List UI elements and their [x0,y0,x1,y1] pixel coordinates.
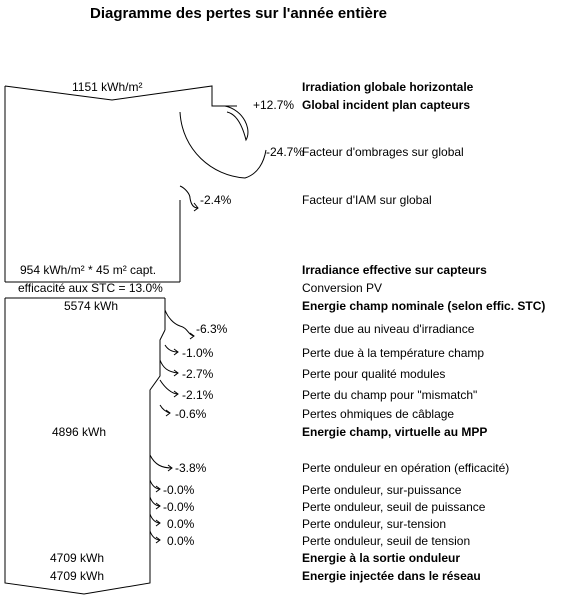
value-perte-mismatch: -2.1% [182,388,214,402]
value-perte-irradiance: -6.3% [196,322,228,336]
label-energie-nominale: Energie champ nominale (selon effic. STC) [302,299,546,313]
value-global-incident: +12.7% [253,98,295,112]
value-energie-nominale: 5574 kWh [64,299,119,313]
gain-arc [225,106,248,140]
label-energie-sortie: Energie à la sortie onduleur [302,551,461,565]
label-ombrages: Facteur d'ombrages sur global [302,145,464,159]
value-iam: -2.4% [200,193,232,207]
label-perte-mismatch: Perte du champ pour "mismatch" [302,388,478,402]
value-energie-injectee: 4709 kWh [50,569,105,583]
value-onduleur-sur-tension: 0.0% [167,517,195,531]
label-perte-qualite: Perte pour qualité modules [302,367,446,381]
label-pertes-ohmiques: Pertes ohmiques de câblage [302,407,455,421]
label-perte-irradiance: Perte due au niveau d'irradiance [302,322,475,336]
value-conversion: efficacité aux STC = 13.0% [18,281,163,295]
label-iam: Facteur d'IAM sur global [302,193,432,207]
label-global-incident: Global incident plan capteurs [302,98,471,112]
value-ombrages: -24.7% [266,145,305,159]
label-onduleur-sur-puissance: Perte onduleur, sur-puissance [302,483,462,497]
label-irradiation-globale: Irradiation globale horizontale [302,80,474,94]
value-onduleur-seuil-tension: 0.0% [167,534,195,548]
value-energie-mpp: 4896 kWh [52,425,107,439]
value-onduleur-sur-puissance: -0.0% [163,483,195,497]
label-irradiance-effective: Irradiance effective sur capteurs [302,263,487,277]
value-onduleur-efficacite: -3.8% [175,461,207,475]
label-conversion: Conversion PV [302,281,383,295]
shading-loss-arc [180,112,266,178]
loss-arrow-irradiance [165,310,194,336]
label-perte-temperature: Perte due à la température champ [302,346,485,360]
value-onduleur-seuil-puissance: -0.0% [163,500,195,514]
value-perte-qualite: -2.7% [182,367,214,381]
band-energy-left [5,298,150,594]
label-onduleur-seuil-tension: Perte onduleur, seuil de tension [302,534,471,548]
value-irradiance-effective: 954 kWh/m² * 45 m² capt. [20,263,157,277]
value-perte-temperature: -1.0% [182,346,214,360]
label-onduleur-sur-tension: Perte onduleur, sur-tension [302,517,447,531]
value-irradiation-globale: 1151 kWh/m² [72,80,143,94]
label-energie-mpp: Energie champ, virtuelle au MPP [302,425,488,439]
value-pertes-ohmiques: -0.6% [175,407,207,421]
label-energie-injectee: Energie injectée dans le réseau [302,569,481,583]
label-onduleur-efficacite: Perte onduleur en opération (efficacité) [302,461,510,475]
diagram-title: Diagramme des pertes sur l'année entière [90,5,388,22]
label-onduleur-seuil-puissance: Perte onduleur, seuil de puissance [302,500,486,514]
value-energie-sortie: 4709 kWh [50,551,105,565]
